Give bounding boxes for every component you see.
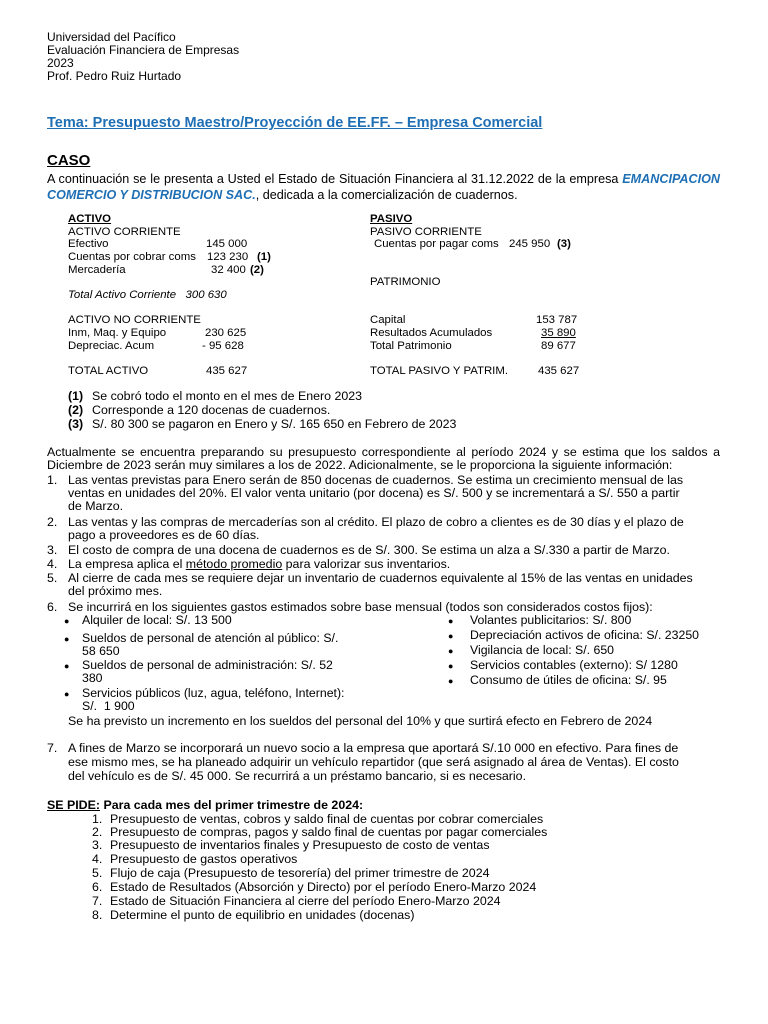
efectivo-label: Efectivo [68, 238, 109, 250]
patrimonio-label: PATRIMONIO [370, 276, 441, 288]
cxp-label: Cuentas por pagar coms [374, 238, 499, 250]
note-text: Se cobró todo el monto en el mes de Enero 2023 [92, 389, 363, 403]
bullet-icon: ● [448, 676, 454, 686]
se-pide-item: Presupuesto de compras, pagos y saldo final de cuentas por pagar comerciales [110, 825, 548, 839]
bullet-icon: ● [448, 616, 454, 626]
se-pide-item: Estado de Resultados (Absorción y Directo) por el período Enero-Marzo 2024 [110, 880, 537, 894]
total-pasivo-patrimonio-value: 435 627 [538, 365, 580, 377]
expense-item: Volantes publicitarios: S/. 800 [470, 613, 632, 627]
expense-item: Servicios públicos (luz, agua, teléfono, Internet): [82, 686, 345, 700]
capital-label: Capital [370, 314, 406, 326]
note-ref: (1) [68, 389, 84, 403]
header-university: Universidad del Pacífico [47, 30, 176, 44]
caso-intro-a: A continuación se le presenta a Usted el Estado de Situación Financiera al 31.12.2022 de la empresa [47, 172, 619, 186]
item-number: 2. [47, 515, 58, 529]
total-activo-corriente: Total Activo Corriente 300 630 [68, 289, 227, 301]
resultados-acumulados-value: 35 890 [541, 327, 576, 339]
capital-value: 153 787 [536, 314, 578, 326]
header-year: 2023 [47, 56, 74, 70]
se-pide-item: Presupuesto de gastos operativos [110, 852, 298, 866]
expense-item: Servicios contables (externo): S/ 1280 [470, 658, 678, 672]
expense-item: Alquiler de local: S/. 13 500 [82, 613, 232, 627]
caso-intro [47, 171, 720, 203]
item-text: del próximo mes. [68, 584, 163, 598]
depreciacion-label: Depreciac. Acum [68, 340, 155, 352]
se-pide-number: 8. [92, 908, 103, 922]
se-pide-number: 1. [92, 812, 103, 826]
cxc-value: 123 230 [207, 251, 249, 263]
expense-item: Sueldos de personal de administración: S/. 52 [82, 658, 333, 672]
item-text-part: para valorizar sus inventarios. [282, 557, 451, 571]
inm-value: 230 625 [205, 327, 247, 339]
pasivo-corriente-label: PASIVO CORRIENTE [370, 226, 482, 238]
se-pide-heading [47, 799, 363, 812]
bullet-icon: ● [448, 631, 454, 641]
se-pide-number: 3. [92, 838, 103, 852]
bullet-icon: ● [64, 661, 70, 671]
efectivo-value: 145 000 [206, 238, 248, 250]
pasivo-title: PASIVO [370, 213, 413, 225]
activo-corriente-label: ACTIVO CORRIENTE [68, 226, 181, 238]
item-number: 5. [47, 571, 58, 585]
item-text: Se incurrirá en los siguientes gastos estimados sobre base mensual (todos son considerados costos fijos): [68, 600, 653, 614]
cxp-ref: (3) [557, 238, 571, 250]
caso-title: CASO [47, 152, 91, 169]
expense-item: Sueldos de personal de atención al público: S/. [82, 631, 339, 645]
note-text: S/. 80 300 se pagaron en Enero y S/. 165 650 en Febrero de 2023 [92, 417, 457, 431]
expense-item: Consumo de útiles de oficina: S/. 95 [470, 673, 667, 687]
item-text-part: La empresa aplica el [68, 557, 186, 571]
total-activo-value: 435 627 [206, 365, 248, 377]
se-pide-item: Flujo de caja (Presupuesto de tesorería) del primer trimestre de 2024 [110, 866, 490, 880]
header-course: Evaluación Financiera de Empresas [47, 43, 240, 57]
se-pide-title: Para cada mes del primer trimestre de 2024: [100, 798, 364, 812]
se-pide-number: 7. [92, 894, 103, 908]
note-text: Corresponde a 120 docenas de cuadernos. [92, 403, 331, 417]
inm-label: Inm, Maq. y Equipo [68, 327, 167, 339]
expense-item-cont: 58 650 [82, 644, 120, 658]
cxc-label: Cuentas por cobrar coms [68, 251, 196, 263]
mercaderia-value: 32 400 [211, 264, 246, 276]
item-text: ventas en unidades del 20%. El valor venta unitario (por docena) es S/. 500 y se incrementará a S/. 550 a partir [68, 486, 680, 500]
intro-paragraph: Actualmente se encuentra preparando su presupuesto correspondiente al período 2024 y se estima que los saldos a Diciembre de 2023 serán muy similares a los de 2022. Adicionalmente, se le proporciona la siguiente información: [47, 445, 720, 473]
item-number: 4. [47, 557, 58, 571]
item-text [68, 558, 450, 571]
se-pide-number: 6. [92, 880, 103, 894]
item-text: Las ventas previstas para Enero serán de 850 docenas de cuadernos. Se estima un crecimiento mensual de las [68, 473, 684, 487]
bullet-icon: ● [448, 661, 454, 671]
bullet-icon: ● [64, 616, 70, 626]
mercaderia-ref: (2) [250, 264, 264, 276]
caso-intro-b: , dedicada a la comercialización de cuadernos. [255, 188, 518, 202]
bullet-icon: ● [448, 646, 454, 656]
item-number: 3. [47, 543, 58, 557]
item-text: ese mismo mes, se ha planeado adquirir un vehículo repartidor (que será asignado al área de Ventas). El costo [68, 755, 679, 769]
item-text: Al cierre de cada mes se requiere dejar un inventario de cuadernos equivalente al 15% de las ventas en unidades [68, 571, 693, 585]
note-ref: (2) [68, 403, 84, 417]
mercaderia-label: Mercadería [68, 264, 126, 276]
total-patrimonio-label: Total Patrimonio [370, 340, 452, 352]
se-pide-label: SE PIDE: [47, 798, 101, 812]
item-number: 6. [47, 600, 58, 614]
expense-item: Vigilancia de local: S/. 650 [470, 643, 615, 657]
se-pide-item: Presupuesto de inventarios finales y Presupuesto de costo de ventas [110, 838, 490, 852]
tema-title: Tema: Presupuesto Maestro/Proyección de EE.FF. – Empresa Comercial [47, 115, 543, 131]
cxc-ref: (1) [257, 251, 271, 263]
se-pide-number: 2. [92, 825, 103, 839]
se-pide-item: Presupuesto de ventas, cobros y saldo final de cuentas por cobrar comerciales [110, 812, 544, 826]
se-pide-number: 4. [92, 852, 103, 866]
header-professor: Prof. Pedro Ruiz Hurtado [47, 69, 182, 83]
activo-no-corriente-label: ACTIVO NO CORRIENTE [68, 314, 201, 326]
expense-item-cont: 380 [82, 671, 103, 685]
item-text: A fines de Marzo se incorporará un nuevo socio a la empresa que aportará S/.10 000 en efectivo. Para fines de [68, 741, 679, 755]
item-text: de Marzo. [68, 499, 124, 513]
item-number: 7. [47, 741, 58, 755]
se-pide-number: 5. [92, 866, 103, 880]
item-text: del vehículo es de S/. 45 000. Se recurrirá a un préstamo bancario, si es necesario. [68, 769, 527, 783]
item-number: 1. [47, 473, 58, 487]
company-name: EMANCIPACION COMERCIO Y DISTRIBUCION SAC. [47, 172, 720, 202]
total-patrimonio-value: 89 677 [541, 340, 576, 352]
cxp-value: 245 950 [509, 238, 551, 250]
se-pide-item: Estado de Situación Financiera al cierre del período Enero-Marzo 2024 [110, 894, 501, 908]
expense-item-cont: S/. 1 900 [82, 699, 135, 713]
bullet-icon: ● [64, 689, 70, 699]
se-pide-item: Determine el punto de equilibrio en unidades (docenas) [110, 908, 415, 922]
item-text: pago a proveedores es de 60 días. [68, 528, 260, 542]
resultados-acumulados-label: Resultados Acumulados [370, 327, 493, 339]
depreciacion-value: - 95 628 [202, 340, 244, 352]
bullet-icon: ● [64, 634, 70, 644]
total-activo-label: TOTAL ACTIVO [68, 365, 149, 377]
item-text: Las ventas y las compras de mercaderías son al crédito. El plazo de cobro a clientes es de 30 días y el plazo de [68, 515, 684, 529]
note-ref: (3) [68, 417, 84, 431]
salary-increase-note: Se ha previsto un incremento en los sueldos del personal del 10% y que surtirá efecto en Febrero de 2024 [68, 714, 653, 728]
metodo-promedio: método promedio [185, 557, 283, 571]
total-pasivo-patrimonio-label: TOTAL PASIVO Y PATRIM. [370, 365, 508, 377]
activo-title: ACTIVO [68, 213, 112, 225]
expense-item: Depreciación activos de oficina: S/. 23250 [470, 628, 699, 642]
item-text: El costo de compra de una docena de cuadernos es de S/. 300. Se estima un alza a S/.330 a partir de Marzo. [68, 543, 670, 557]
